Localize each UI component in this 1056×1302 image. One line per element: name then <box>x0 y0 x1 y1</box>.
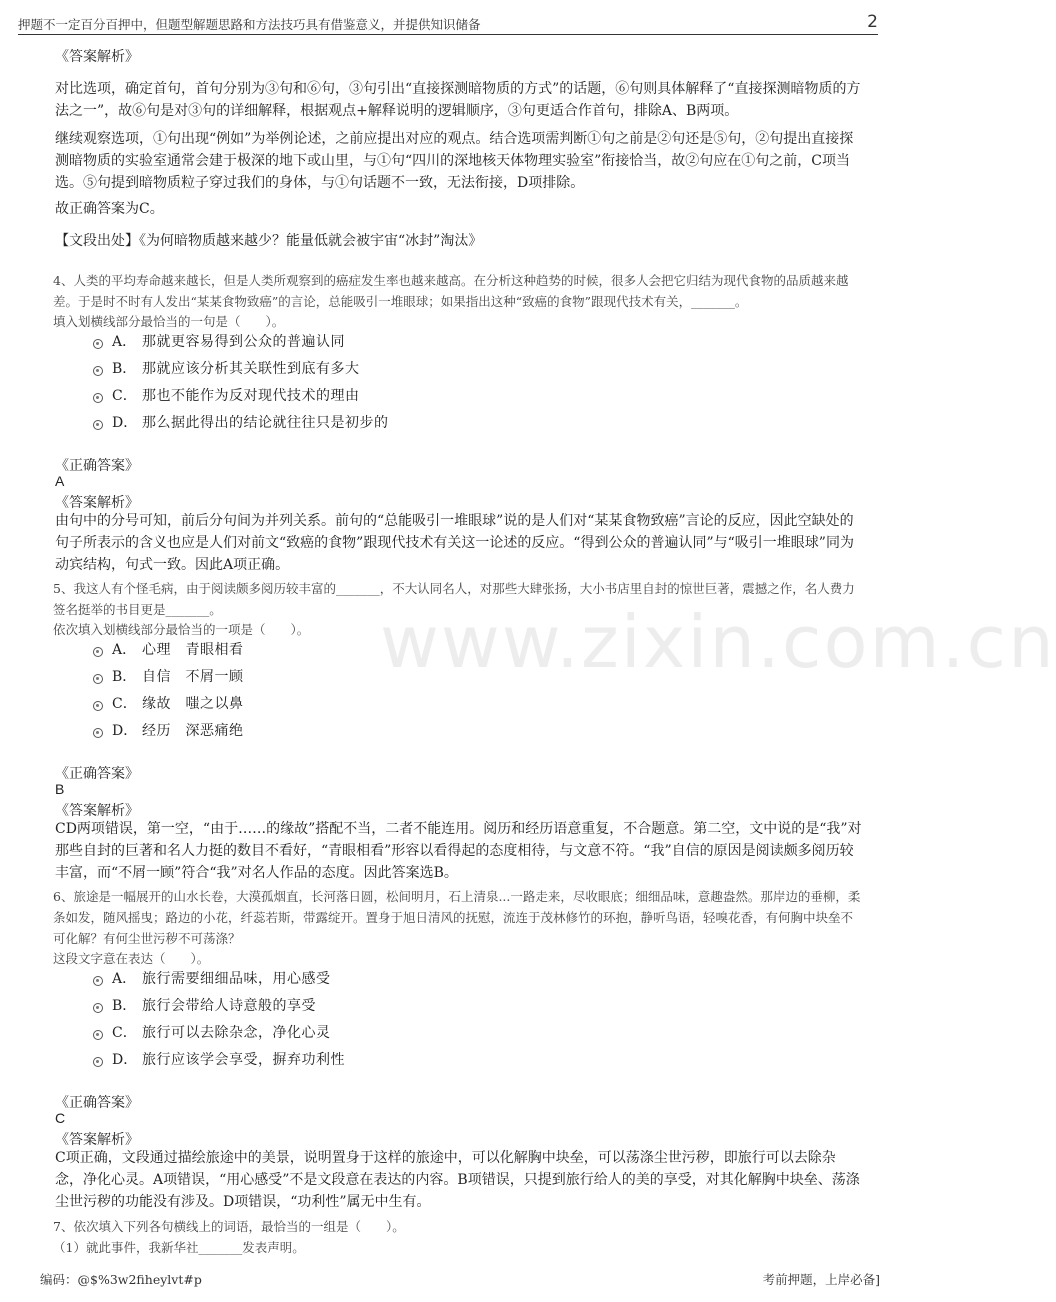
radio-icon[interactable] <box>93 728 103 738</box>
radio-icon[interactable] <box>93 420 103 430</box>
radio-icon[interactable] <box>93 674 103 684</box>
page-header <box>18 12 878 35</box>
question-4-prompt: 填入划横线部分最恰当的一句是（ ）。 <box>53 314 285 329</box>
question-6-analysis: C项正确，文段通过描绘旅途中的美景，说明置身于这样的旅途中，可以化解胸中块垒，可以荡涤尘世污秽，即旅行可以去除杂念，净化心灵。A项错误，“用心感受”不是文段意在表达的内容。B项错误，只提到旅行给人的美的享受，对其化解胸中块垒、荡涤尘世污秽的功能没有涉及。D项错误，“功利性”属无中生有。 <box>55 1150 860 1210</box>
footer-code: 编码：@$%3w2fiheylvt#p <box>40 1272 202 1287</box>
analysis-paragraph: 继续观察选项，①句出现“例如”为举例论述，之前应提出对应的观点。结合选项需判断①句之前是②句还是⑤句，②句提出直接探测暗物质的实验室通常会建于极深的地下或山里，与①句“四川的深地核天体物理实验室”衔接恰当，故②句应在①句之前，C项当选。⑤句提到暗物质粒子穿过我们的身体，与①句话题不一致，无法衔接，D项排除。 <box>55 131 854 191</box>
radio-icon[interactable] <box>93 1003 103 1013</box>
radio-icon[interactable] <box>93 366 103 376</box>
analysis-paragraph: 对比选项，确定首句，首句分别为③句和⑥句，③句引出“直接探测暗物质的方式”的话题，⑥句则具体解释了“直接探测暗物质的方法之一”，故⑥句是对③句的详细解释，根据观点+解释说明的逻辑顺序，③句更适合作首句，排除A、B两项。 <box>55 81 861 119</box>
footer-slogan: 考前押题，上岸必备] <box>762 1272 880 1287</box>
page-number: 2 <box>867 12 878 32</box>
question-5-prompt: 依次填入划横线部分最恰当的一项是（ ）。 <box>53 622 310 637</box>
analysis-label: 《答案解析》 <box>55 49 139 65</box>
question-6-option-c[interactable]: C． 旅行可以去除杂念，净化心灵 <box>93 1021 331 1043</box>
correct-answer-label: 《正确答案》 <box>55 458 139 474</box>
question-4-option-a[interactable]: A． 那就更容易得到公众的普遍认同 <box>93 330 345 352</box>
radio-icon[interactable] <box>93 1030 103 1040</box>
question-5-analysis: CD两项错误，第一空，“由于……的缘故”搭配不当，二者不能连用。阅历和经历语意重复，不合题意。第二空，文中说的是“我”对那些自封的巨著和名人力挺的数目不看好，“青眼相看”形容以看得起的态度相待，与文意不符。“我”自信的原因是阅读颇多阅历较丰富，而“不屑一顾”符合“我”对名人作品的态度。因此答案选B。 <box>55 821 862 881</box>
question-5-option-a[interactable]: A． 心理 青眼相看 <box>93 638 244 660</box>
question-5-option-c[interactable]: C． 缘故 嗤之以鼻 <box>93 692 244 714</box>
correct-answer-label: 《正确答案》 <box>55 766 139 782</box>
question-6-prompt: 这段文字意在表达（ ）。 <box>53 951 210 966</box>
conclusion-text: 故正确答案为C。 <box>55 201 164 217</box>
question-6-option-d[interactable]: D． 旅行应该学会享受，摒弃功利性 <box>93 1048 345 1070</box>
radio-icon[interactable] <box>93 976 103 986</box>
correct-answer: B <box>55 781 65 797</box>
question-6-option-a[interactable]: A． 旅行需要细细品味，用心感受 <box>93 967 331 989</box>
question-4-stem: 4、人类的平均寿命越来越长，但是人类所观察到的癌症发生率也越来越高。在分析这种趋势的时候，很多人会把它归结为现代食物的品质越来越差。于是时不时有人发出“某某食物致癌”的言论，总能吸引一堆眼球；如果指出这种“致癌的食物”跟现代技术有关，_______。 <box>53 273 849 309</box>
analysis-label: 《答案解析》 <box>55 495 139 511</box>
question-4-analysis: 由句中的分号可知，前后分句间为并列关系。前句的“总能吸引一堆眼球”说的是人们对“某某食物致癌”言论的反应，因此空缺处的句子所表示的含义也应是人们对前文“致癌的食物”跟现代技术有关这一论述的反应。“得到公众的普遍认同”与“吸引一堆眼球”同为动宾结构，句式一致。因此A项正确。 <box>55 513 854 573</box>
watermark: www.zixin.com.cn <box>380 600 1056 684</box>
correct-answer: C <box>55 1110 66 1126</box>
question-5-option-b[interactable]: B． 自信 不屑一顾 <box>93 665 244 687</box>
radio-icon[interactable] <box>93 1057 103 1067</box>
page-footer <box>40 1270 880 1290</box>
question-4-option-c[interactable]: C． 那也不能作为反对现代技术的理由 <box>93 384 360 406</box>
question-7-stem: 7、依次填入下列各句横线上的词语，最恰当的一组是（ ）。 <box>53 1219 405 1234</box>
question-4-option-b[interactable]: B． 那就应该分析其关联性到底有多大 <box>93 357 360 379</box>
correct-answer-label: 《正确答案》 <box>55 1095 139 1111</box>
question-6-stem: 6、旅途是一幅展开的山水长卷，大漠孤烟直，长河落日圆，松间明月，石上清泉...一路走来，尽收眼底；细细品味，意趣盎然。那岸边的垂柳，柔条如发，随风摇曳；路边的小花，纤蕊若斯，带露绽开。置身于旭日清风的抚慰，流连于茂林修竹的环抱，静听鸟语，轻嗅花香，有何胸中块垒不可化解？有何尘世污秽不可荡涤？ <box>53 889 861 946</box>
question-5-option-d[interactable]: D． 经历 深恶痛绝 <box>93 719 244 741</box>
analysis-label: 《答案解析》 <box>55 1132 139 1148</box>
radio-icon[interactable] <box>93 701 103 711</box>
question-7-item-1: （1）就此事件，我新华社_______发表声明。 <box>53 1240 305 1255</box>
radio-icon[interactable] <box>93 647 103 657</box>
correct-answer: A <box>55 473 65 489</box>
analysis-label: 《答案解析》 <box>55 803 139 819</box>
radio-icon[interactable] <box>93 339 103 349</box>
question-6-option-b[interactable]: B． 旅行会带给人诗意般的享受 <box>93 994 316 1016</box>
source-text: 【文段出处】《为何暗物质越来越少？能量低就会被宇宙“冰封”淘汰》 <box>55 233 483 249</box>
header-text: 押题不一定百分百押中，但题型解题思路和方法技巧具有借鉴意义，并提供知识储备 <box>18 17 481 32</box>
radio-icon[interactable] <box>93 393 103 403</box>
question-4-option-d[interactable]: D． 那么据此得出的结论就往往只是初步的 <box>93 411 389 433</box>
question-5-stem: 5、我这人有个怪毛病，由于阅读颇多阅历较丰富的_______，不大认同名人，对那些大肆张扬，大小书店里自封的惊世巨著，震撼之作，名人费力签名挺举的书目更是_______。 <box>53 581 855 617</box>
